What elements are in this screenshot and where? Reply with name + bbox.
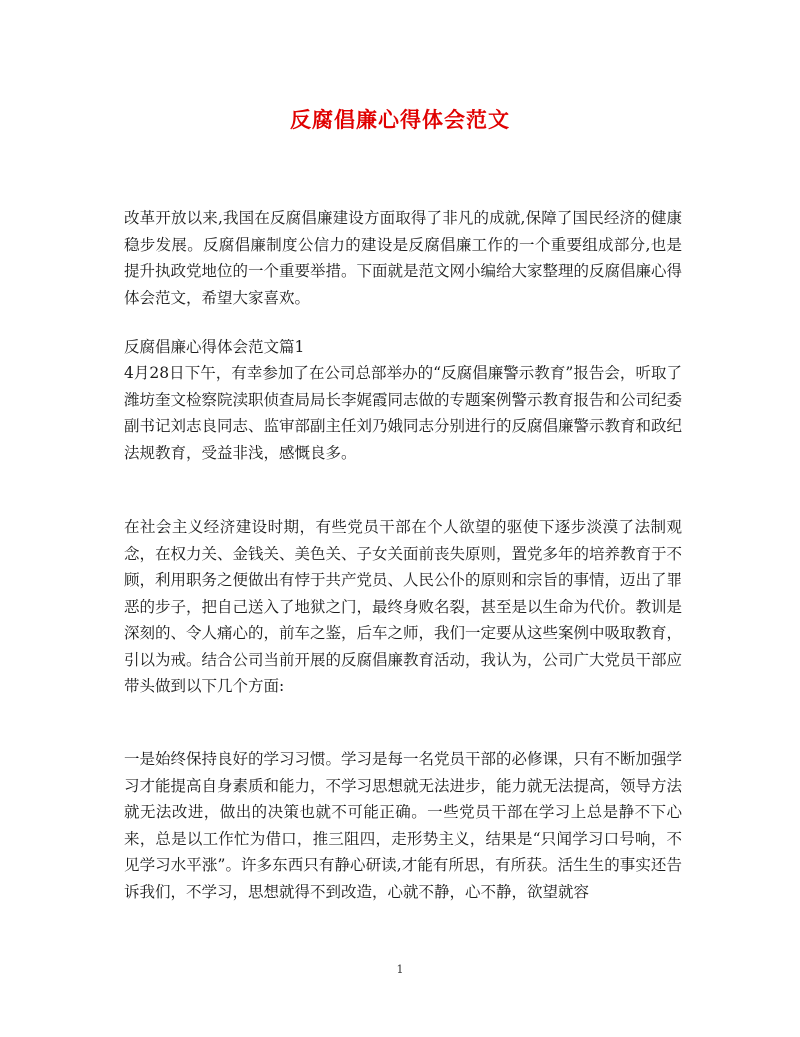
page-number: 1 — [396, 963, 404, 976]
section-subtitle: 反腐倡廉心得体会范文篇1 — [124, 338, 305, 356]
paragraph-block-1 — [124, 360, 682, 466]
paragraph-block-3 — [124, 746, 682, 905]
document-title: 反腐倡廉心得体会范文 — [290, 107, 510, 132]
paragraph-block-2 — [124, 514, 682, 700]
intro-paragraph: 改革开放以来,我国在反腐倡廉建设方面取得了非凡的成就,保障了国民经济的健康稳步发展。反腐倡廉制度公信力的建设是反腐倡廉工作的一个重要组成部分,也是提升执政党地位的一个重要举措。下面就是范文网小编给大家整理的反腐倡廉心得体会范文，希望大家喜欢。 — [124, 209, 683, 307]
body-paragraph-2: 在社会主义经济建设时期，有些党员干部在个人欲望的驱使下逐步淡漠了法制观念，在权力关、金钱关、美色关、子女关面前丧失原则，置党多年的培养教育于不顾，利用职务之便做出有悖于共产党员、人民公仆的原则和宗旨的事情，迈出了罪恶的步子，把自己送入了地狱之门，最终身败名裂，甚至是以生命为代价。教训是深刻的、令人痛心的，前车之鉴，后车之师，我们一定要从这些案例中吸取教育，引以为戒。结合公司当前开展的反腐倡廉教育活动，我认为，公司广大党员干部应带头做到以下几个方面: — [124, 518, 683, 695]
section-subtitle-block — [124, 334, 682, 361]
intro-paragraph-block — [124, 205, 682, 311]
body-paragraph-1: 4月28日下午，有幸参加了在公司总部举办的“反腐倡廉警示教育”报告会，听取了潍坊奎文检察院渎职侦查局局长李娓霞同志做的专题案例警示教育报告和公司纪委副书记刘志良同志、监审部副主任刘乃娥同志分别进行的反腐倡廉警示教育和政纪法规教育，受益非浅，感慨良多。 — [124, 364, 683, 462]
body-paragraph-3: 一是始终保持良好的学习习惯。学习是每一名党员干部的必修课，只有不断加强学习才能提高自身素质和能力，不学习思想就无法进步，能力就无法提高，领导方法就无法改进，做出的决策也就不可能正确。一些党员干部在学习上总是静不下心来，总是以工作忙为借口，推三阻四，走形势主义，结果是“只闻学习口号响，不见学习水平涨”。许多东西只有静心研读,才能有所思，有所获。活生生的事实还告诉我们，不学习，思想就得不到改造，心就不静，心不静，欲望就容 — [124, 750, 683, 901]
